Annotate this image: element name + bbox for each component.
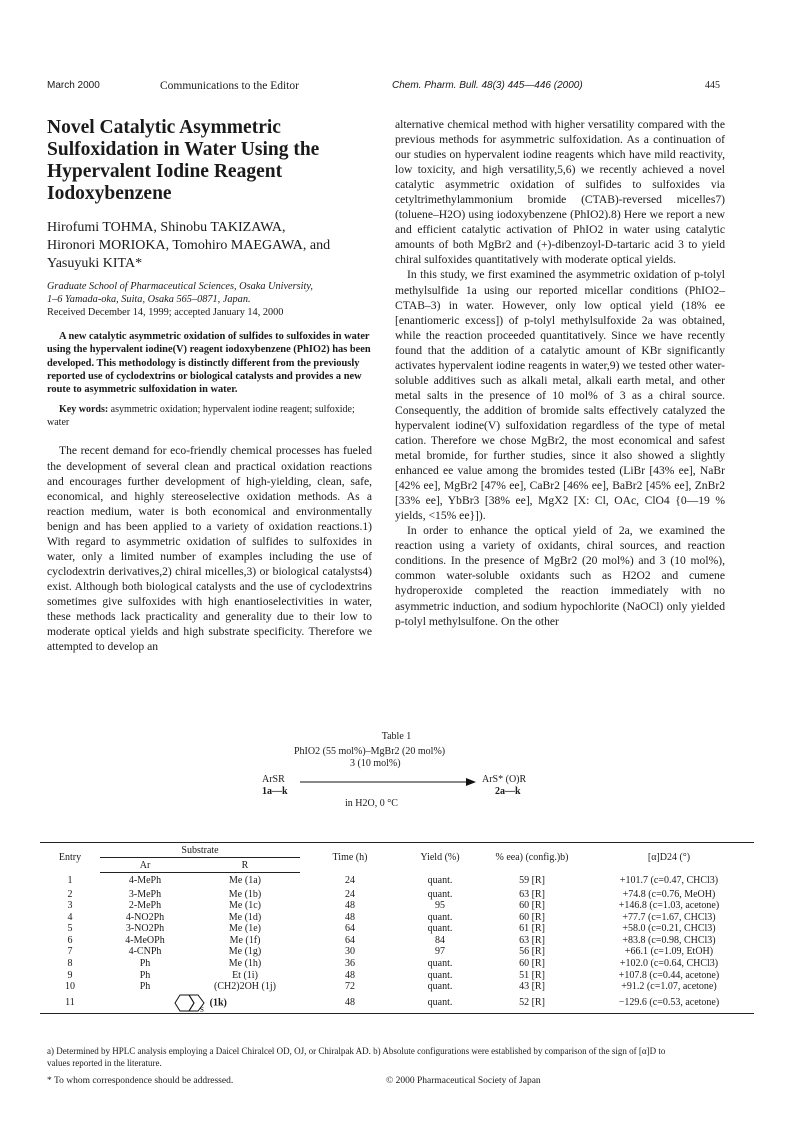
results-table	[40, 842, 754, 1014]
cell-ar: 4-NO2Ph	[125, 911, 165, 923]
table-caption: Table 1	[381, 731, 412, 742]
cell-yield: quant.	[427, 888, 453, 900]
author-line: Hirofumi TOHMA, Shinobu TAKIZAWA,	[47, 220, 286, 235]
cell-ee: 60 [R]	[519, 900, 545, 912]
cell-ee: 51 [R]	[519, 969, 545, 981]
scheme-substrate-id: 1a—k	[262, 786, 288, 797]
cell-entry: 10	[65, 981, 75, 993]
cell-ee: 59 [R]	[519, 874, 545, 886]
table-footnote	[47, 1045, 747, 1069]
cell-ar: 2-MePh	[128, 900, 162, 912]
affiliation	[47, 280, 372, 306]
correspondence-note: * To whom correspondence should be addressed.	[47, 1076, 234, 1086]
scheme-product-id: 2a—k	[495, 786, 521, 797]
cell-ee: 61 [R]	[519, 923, 545, 935]
cell-ar: 3-MePh	[128, 888, 162, 900]
svg-text:S: S	[200, 1005, 205, 1013]
body-paragraph: In this study, we first examined the asymmetric oxidation of p-tolyl methylsulfide 1a using our reported micellar conditions (PhIO2–CTAB–3) in water. However, only low optical yield (18% ee [enantiomeric excess]) of p-tolyl methylsulfoxide 2a was obtained, while the reaction proceeded quantitatively. Since we have recently found that the addition of a catalytic amount of KBr significantly activates hypervalent iodine reagents in water,9) we tested other water-soluble additives such as alkali metal, alkali earth metal, and other metal salts in the presence of 10 mol% of 3 as a chiral source. Consequently, the addition of bromide salts effectively catalyzed the hypervalent iodine(V) sulfoxidation regardless of the type of metal cation. Therefore we chose MgBr2, the most economical and safest metal bromide, for further studies, since it also showed a slightly enhanced ee value among the bromides tested (LiBr [43% ee], NaBr [42% ee], MgBr2 [47% ee], CaBr2 [46% ee], BaBr2 [45% ee], ZnBr2 [33% ee], YbBr3 [38% ee], MgX2 [X: Cl, OAc, ClO4 {0—19 % yields, <15% ee}]).	[395, 268, 725, 523]
copyright-notice: © 2000 Pharmaceutical Society of Japan	[386, 1076, 541, 1086]
cell-time: 24	[345, 888, 355, 900]
cell-r: Me (1h)	[228, 958, 262, 970]
cell-time: 64	[345, 934, 355, 946]
cell-rotation: +107.8 (c=0.44, acetone)	[618, 969, 720, 981]
author-list	[47, 219, 372, 273]
cell-entry: 6	[67, 934, 73, 946]
thiochromane-structure-icon	[173, 993, 207, 1013]
running-header-section: Communications to the Editor	[160, 80, 299, 92]
cell-yield: 95	[435, 900, 445, 912]
cell-time: 24	[345, 874, 355, 886]
table-row	[40, 923, 754, 935]
cell-ee: 63 [R]	[519, 934, 545, 946]
abstract: A new catalytic asymmetric oxidation of sulfides to sulfoxides in water using the hypervalent iodine(V) reagent iodoxybenzene (PhIO2) has been developed. This methodology is distinctly different from the previously reported use of cyclodextrins or biological catalysts and provides a new route to asymmetric sulfoxidation in water.	[47, 331, 371, 396]
cell-yield: quant.	[400, 993, 480, 1014]
col-r: R	[190, 858, 300, 873]
table-row	[40, 912, 754, 924]
footnote-line: values reported in the literature.	[47, 1058, 162, 1068]
cell-r: Me (1c)	[229, 900, 261, 912]
author-line: Yasuyuki KITA*	[47, 256, 143, 271]
cell-yield: 84	[435, 934, 445, 946]
cell-r: Et (1i)	[232, 969, 258, 981]
cell-time: 48	[300, 993, 400, 1014]
cell-yield: 97	[435, 946, 445, 958]
running-header-date: March 2000	[47, 80, 100, 91]
keywords-text: asymmetric oxidation; hypervalent iodine reagent; sulfoxide; water	[47, 404, 355, 429]
cell-ar: 4-MeOPh	[125, 934, 165, 946]
cell-rotation: −129.6 (c=0.53, acetone)	[584, 993, 754, 1014]
cell-ee: 63 [R]	[519, 888, 545, 900]
cell-ar: 3-NO2Ph	[125, 923, 165, 935]
author-line: Hironori MORIOKA, Tomohiro MAEGAWA, and	[47, 238, 331, 253]
table-row	[40, 993, 754, 1014]
cell-yield: quant.	[427, 874, 453, 886]
cell-r: Me (1a)	[229, 874, 261, 886]
table-row	[40, 981, 754, 993]
body-paragraph: The recent demand for eco-friendly chemical processes has fueled the development of several clean and practical oxidation reactions and encourages further development of high-yielding, clean, safe, economical, and highly stereoselective oxidation methods. As a reaction medium, water is both economical and environmentally benign and has been applied to a variety of oxidation reactions.1) With regard to asymmetric oxidation of sulfides to sulfoxides in water, only a limited number of examples including the use of cyclodextrin derivatives,2) chiral micelles,3) or biological catalysts4) exist. Although both biological catalysts and the use of cyclodextrins sometimes give sulfoxides with high enantioselectivities in water, these methods lack practicality and generality due to their low to moderate optical yields and high substrate specificity. Therefore we attempted to develop an	[47, 444, 372, 654]
col-substrate: Substrate	[100, 843, 300, 858]
body-paragraph: alternative chemical method with higher versatility compared with the previous methods for asymmetric sulfoxidation. As a continuation of our studies on hypervalent iodine reagents which have mild reactivity, low toxicity, and high versatility,5,6) we recently achieved a novel catalytic asymmetric oxidation of sulfides to sulfoxides via cetyltrimethylammonium bromide (CTAB)-reversed micelles7) (toluene–H2O) using iodoxybenzene (PhIO2).8) Here we report a new and efficient catalytic activation of PhIO2 in water using catalytic amounts of both MgBr2 and (+)-dibenzoyl-D-tartaric acid 3 to yield chiral sulfoxides quantitatively with moderate optical yields.	[395, 118, 725, 267]
scheme-conditions: in H2O, 0 °C	[345, 798, 398, 809]
cell-r: Me (1f)	[229, 934, 261, 946]
table-row	[40, 958, 754, 970]
table-row	[40, 900, 754, 912]
cell-r: Me (1b)	[228, 888, 262, 900]
cell-r: Me (1d)	[228, 911, 262, 923]
cell-entry: 4	[67, 911, 73, 923]
running-header-journal: Chem. Pharm. Bull. 48(3) 445—446 (2000)	[392, 80, 583, 91]
cell-ar: 4-MePh	[128, 874, 162, 886]
cell-rotation: +146.8 (c=1.03, acetone)	[618, 900, 720, 912]
col-yield: Yield (%)	[420, 852, 460, 864]
left-column	[47, 117, 372, 654]
cell-rotation: +91.2 (c=1.07, acetone)	[621, 981, 717, 993]
cell-yield: quant.	[427, 923, 453, 935]
cell-ee: 60 [R]	[519, 958, 545, 970]
cell-ee: 43 [R]	[519, 981, 545, 993]
cell-rotation: +102.0 (c=0.64, CHCl3)	[619, 958, 719, 970]
received-dates: Received December 14, 1999; accepted January 14, 2000	[47, 307, 284, 318]
reaction-scheme	[240, 746, 560, 828]
cell-yield: quant.	[427, 958, 453, 970]
cell-rotation: +83.8 (c=0.98, CHCl3)	[622, 934, 716, 946]
table-row	[40, 889, 754, 901]
cell-time: 30	[345, 946, 355, 958]
cell-structure	[100, 993, 300, 1014]
scheme-product: ArS* (O)R	[482, 774, 527, 785]
cell-ar: Ph	[139, 958, 151, 970]
cell-yield: quant.	[427, 911, 453, 923]
cell-ar: 4-CNPh	[128, 946, 162, 958]
table-row	[40, 946, 754, 958]
affiliation-line: 1–6 Yamada-oka, Suita, Osaka 565–0871, Japan.	[47, 294, 251, 305]
cell-rotation: +66.1 (c=1.09, EtOH)	[624, 946, 714, 958]
table-row	[40, 935, 754, 947]
cell-rotation: +77.7 (c=1.67, CHCl3)	[622, 911, 716, 923]
cell-rotation: +74.8 (c=0.76, MeOH)	[622, 888, 716, 900]
cell-ee: 56 [R]	[519, 946, 545, 958]
cell-entry: 9	[67, 969, 73, 981]
cell-time: 36	[345, 958, 355, 970]
cell-entry: 3	[67, 900, 73, 912]
compound-label: (1k)	[209, 997, 227, 1009]
cell-rotation: +101.7 (c=0.47, CHCl3)	[619, 874, 719, 886]
keywords	[47, 403, 372, 429]
cell-time: 48	[345, 900, 355, 912]
cell-entry: 8	[67, 958, 73, 970]
col-ee: % eea) (config.)b)	[495, 852, 569, 864]
cell-r: (CH2)2OH (1j)	[214, 981, 276, 993]
reaction-arrow	[300, 776, 476, 788]
cell-ar: Ph	[139, 981, 151, 993]
col-time: Time (h)	[332, 852, 368, 864]
scheme-reagents: PhIO2 (55 mol%)–MgBr2 (20 mol%)	[294, 746, 446, 757]
cell-time: 64	[345, 923, 355, 935]
scheme-catalyst: 3 (10 mol%)	[350, 758, 401, 769]
col-ar: Ar	[100, 858, 190, 873]
col-entry: Entry	[58, 852, 82, 864]
article-title: Novel Catalytic Asymmetric Sulfoxidation in Water Using the Hypervalent Iodine Reagent Iodoxybenzene	[47, 117, 320, 204]
cell-time: 72	[345, 981, 355, 993]
affiliation-line: Graduate School of Pharmaceutical Sciences, Osaka University,	[47, 281, 313, 292]
scheme-substrate: ArSR	[262, 774, 285, 785]
body-paragraph: In order to enhance the optical yield of 2a, we examined the reaction using a variety of oxidants, chiral sources, and reaction conditions. In the presence of MgBr2 (20 mol%) and 3 (10 mol%), common water-soluble oxidants such as H2O2 and cumene hydroperoxide completed the reaction immediately with no asymmetric induction, and sodium hypochlorite (NaOCl) only yielded p-tolyl methylsulfone. On the other	[395, 524, 725, 628]
cell-ee: 60 [R]	[519, 911, 545, 923]
col-rotation: [α]D24 (°)	[647, 852, 691, 864]
cell-entry: 5	[67, 923, 73, 935]
cell-time: 48	[345, 969, 355, 981]
cell-entry: 1	[67, 874, 73, 886]
cell-r: Me (1e)	[229, 923, 261, 935]
cell-ee: 52 [R]	[480, 993, 584, 1014]
cell-yield: quant.	[427, 981, 453, 993]
page-number: 445	[705, 80, 720, 91]
footnote-line: a) Determined by HPLC analysis employing a Daicel Chiralcel OD, OJ, or Chiralpak AD. b) Absolute configurations were established by comparison of the sign of [α]D to	[47, 1046, 666, 1056]
table-row	[40, 873, 754, 889]
right-column-text	[395, 117, 725, 629]
cell-ar: Ph	[139, 969, 151, 981]
cell-entry: 11	[40, 993, 100, 1014]
keywords-label: Key words:	[59, 404, 109, 416]
table-row	[40, 970, 754, 982]
cell-time: 48	[345, 911, 355, 923]
cell-rotation: +58.0 (c=0.21, CHCl3)	[622, 923, 716, 935]
cell-entry: 7	[67, 946, 73, 958]
cell-yield: quant.	[427, 969, 453, 981]
right-column	[395, 117, 725, 629]
cell-entry: 2	[67, 888, 73, 900]
cell-r: Me (1g)	[228, 946, 262, 958]
